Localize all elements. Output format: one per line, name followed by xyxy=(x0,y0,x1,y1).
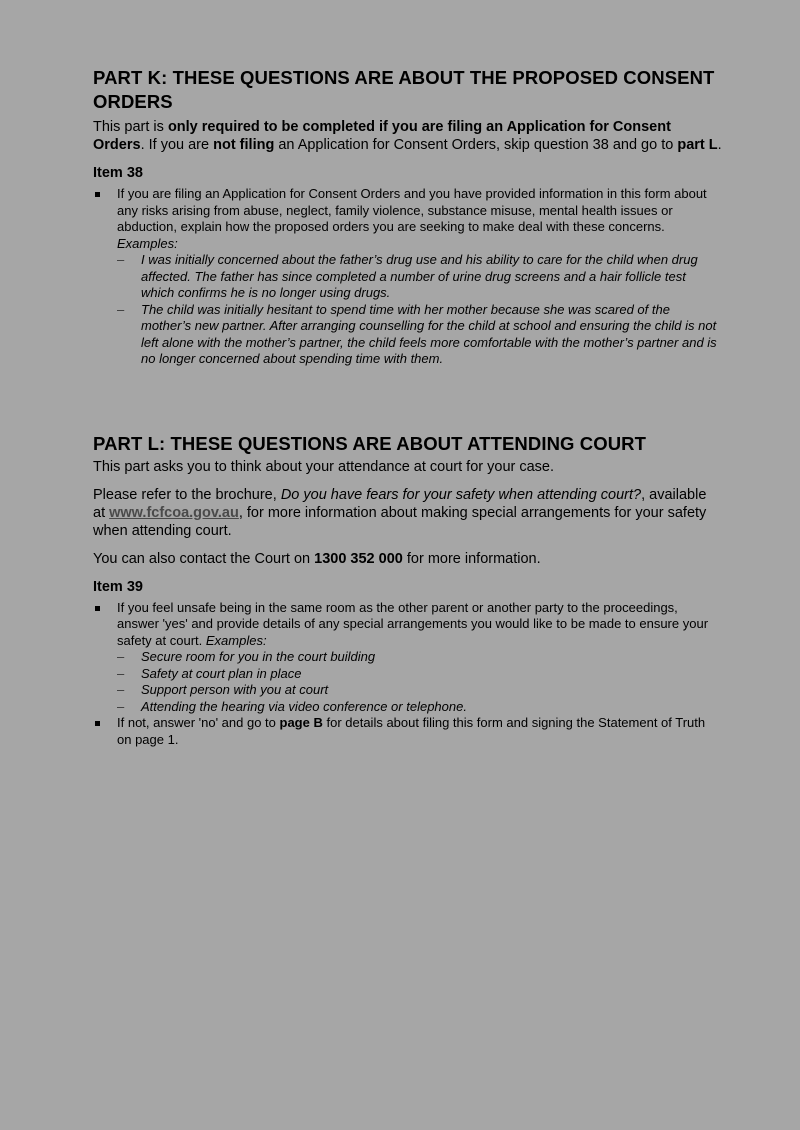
item-39-list xyxy=(93,600,722,749)
item-39-examples xyxy=(117,649,722,715)
example-item: – I was initially concerned about the father’s drug use and his ability to care for the child when drug affected. The father has since completed a number of urine drug screens and a hair follicle test which confirms he is no longer using drugs. xyxy=(117,252,722,302)
part-k-section xyxy=(93,66,722,368)
part-l-heading: PART L: THESE QUESTIONS ARE ABOUT ATTENDING COURT xyxy=(93,432,647,454)
example-item: – The child was initially hesitant to spend time with her mother because she was scared of the mother’s new partner. After arranging counselling for the child at school and ensuring the child is not left alone with the mother’s partner, the child feels more comfortable with the mother’s partner and is no longer concerned about spending time with them. xyxy=(117,302,722,368)
intro-text: . xyxy=(717,137,722,153)
example-item: – Secure room for you in the court building xyxy=(117,649,722,666)
intro-text: This part is xyxy=(93,119,168,135)
item-38-title: Item 38 xyxy=(93,165,143,181)
bullet-text: for details about filing this form and signing the Statement of Truth on page 1. xyxy=(117,715,706,747)
brochure-text: Please refer to the brochure, xyxy=(93,486,281,503)
examples-label: Examples: xyxy=(205,632,267,648)
intro-bold: not filing xyxy=(213,137,275,153)
item-38-examples xyxy=(117,252,722,368)
item-39-bullet-no xyxy=(93,715,722,748)
example-item: – Support person with you at court xyxy=(117,682,722,699)
intro-bold: only required to be completed if you are filing an Application for Consent Orders xyxy=(93,119,671,153)
part-l-intro: This part asks you to think about your attendance at court for your case. xyxy=(93,458,555,475)
bullet-text: If you feel unsafe being in the same room as the other parent or another party to the proceedings, answer 'yes' and provide details of any special arrangements you would like to be made to ensure your safety at court. xyxy=(117,599,709,648)
contact-paragraph xyxy=(93,550,722,568)
contact-text: You can also contact the Court on xyxy=(93,550,315,567)
intro-text: an Application for Consent Orders, skip question 38 and go to xyxy=(274,137,678,153)
contact-text: for more information. xyxy=(402,550,541,567)
page-b-ref: page B xyxy=(279,715,323,730)
brochure-paragraph xyxy=(93,486,722,540)
item-38-bullet xyxy=(93,186,722,368)
court-phone-number: 1300 352 000 xyxy=(314,550,403,567)
part-k-heading: PART K: THESE QUESTIONS ARE ABOUT THE PROPOSED CONSENT ORDERS xyxy=(93,67,715,112)
example-item: – Safety at court plan in place xyxy=(117,666,722,683)
part-l-section xyxy=(93,432,722,749)
bullet-text: If not, answer 'no' and go to xyxy=(117,715,280,730)
brochure-text: , for more information about making special arrangements for your safety when attending court. xyxy=(93,504,707,539)
brochure-title: Do you have fears for your safety when attending court? xyxy=(280,486,642,503)
item-38-list xyxy=(93,186,722,368)
example-item: – Attending the hearing via video conference or telephone. xyxy=(117,699,722,716)
brochure-text: , available at xyxy=(93,486,707,521)
intro-text: . If you are xyxy=(140,137,214,153)
intro-bold: part L xyxy=(677,137,718,153)
examples-label: Examples: xyxy=(117,235,178,251)
fcfcoa-link[interactable]: www.fcfcoa.gov.au xyxy=(109,504,239,521)
item-39-bullet-yes xyxy=(93,600,722,716)
bullet-text: If you are filing an Application for Consent Orders and you have provided information in this form about any risks arising from abuse, neglect, family violence, substance misuse, mental health issues or abduction, explain how the proposed orders you are seeking to make deal with these concerns. xyxy=(117,186,707,234)
item-39-title: Item 39 xyxy=(93,578,143,595)
part-k-intro xyxy=(93,118,722,154)
